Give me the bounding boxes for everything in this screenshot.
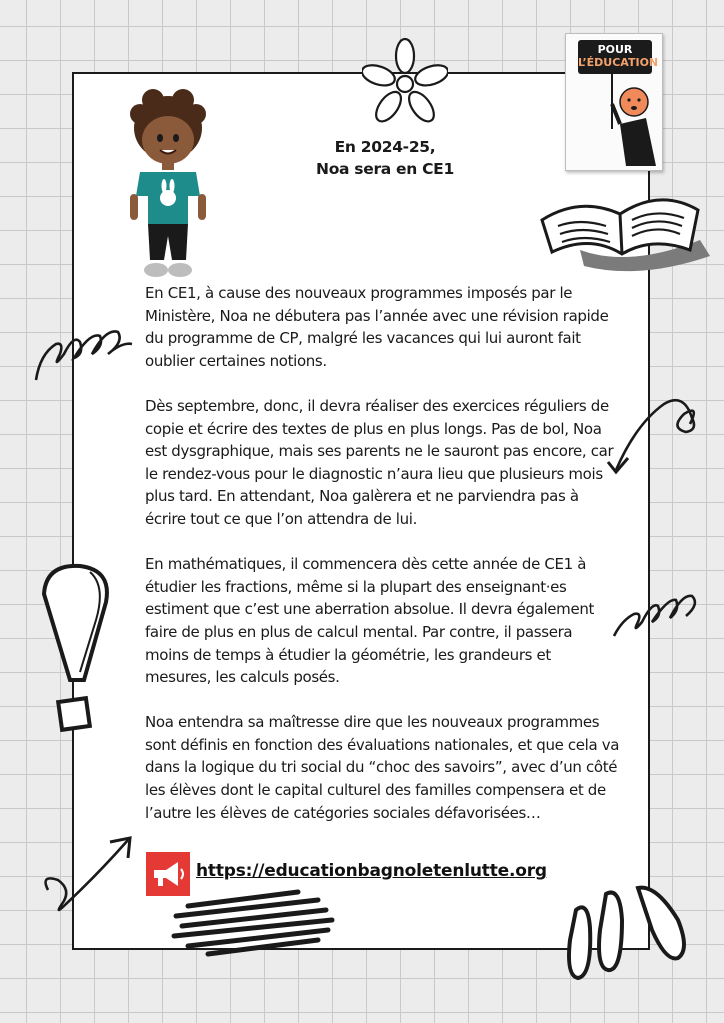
paragraph-4: Noa entendra sa maîtresse dire que les nouveaux programmes sont définis en fonction des évaluations nationales, et que cela va dans la logique du tri social du “choc des savoirs”, avec d’un côté les élèves dont le capital culturel des familles compensera et de l’autre les élèves de catégories sociales défavorisées…: [145, 713, 620, 822]
protester-icon: [606, 74, 662, 168]
curved-arrow-bottom-icon: [40, 834, 136, 930]
child-illustration: [118, 84, 218, 284]
loop-doodle-right-icon: [612, 576, 702, 642]
open-books-icon: [540, 180, 712, 276]
website-link[interactable]: https://educationbagnoletenlutte.org: [196, 861, 547, 881]
drops-doodle-icon: [560, 880, 690, 990]
exclamation-doodle-icon: [36, 562, 116, 734]
poster-text: POUR L’ÉDUCATION: [578, 40, 652, 74]
paragraph-2: Dès septembre, donc, il devra réaliser des exercices réguliers de copie et écrire des textes de plus en plus longs. Pas de bol, Noa est dysgraphique, mais ses parents ne le sauront pas encore, car le rendez-vous pour le diagnostic n’aura lieu que plusieurs mois plus tard. En attendant, Noa galèrera et ne parviendra pas à écrire tout ce que l’on attendra de lui.: [145, 396, 614, 528]
paragraph-1: En CE1, à cause des nouveaux programmes imposés par le Ministère, Noa ne débutera pas l’année avec une révision rapide du programme de CP, malgré les vacances qui lui auront fait oublier certaines notions.: [145, 284, 609, 370]
body-text: [145, 282, 620, 847]
loop-doodle-left-icon: [34, 314, 134, 384]
pour-education-poster: [565, 33, 663, 171]
page-title: En 2024-25, Noa sera en CE1: [316, 138, 454, 178]
scribble-doodle-icon: [168, 888, 340, 958]
flower-doodle-icon: [362, 36, 448, 130]
paragraph-3: En mathématiques, il commencera dès cette année de CE1 à étudier les fractions, même si la plupart des enseignant·es estiment que c’est une aberration absolue. Il devra également faire de plus en plus de calcul mental. Par contre, il passera moins de temps à étudier la géométrie, les grandeurs et mesures, les calculs posés.: [145, 555, 595, 687]
